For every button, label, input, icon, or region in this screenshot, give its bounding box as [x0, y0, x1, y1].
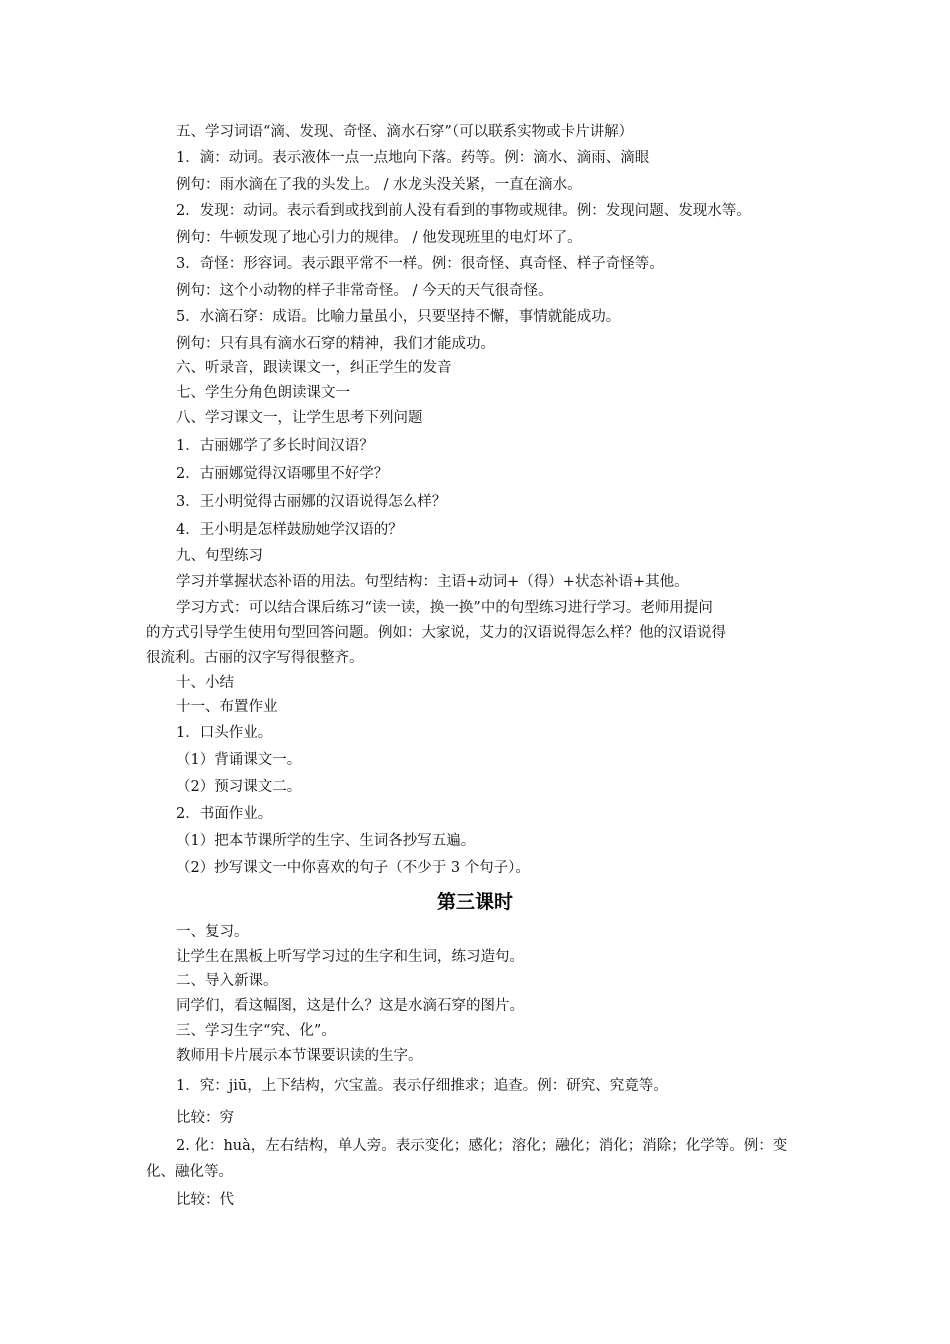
- text-line: 让学生在黑板上听写学习过的生字和生词，练习造句。: [176, 949, 524, 965]
- text-line: 5．水滴石穿：成语。比喻力量虽小，只要坚持不懈，事情就能成功。: [176, 309, 621, 325]
- list-item: （2）抄写课文一中你喜欢的句子（不少于 3 个句子）。: [176, 860, 530, 876]
- section-heading: 九、句型练习: [176, 548, 263, 564]
- paragraph-line: 很流利。古丽的汉字写得很整齐。: [146, 650, 364, 666]
- list-item: （1）背诵课文一。: [176, 752, 302, 768]
- lesson-title: 第三课时: [436, 891, 513, 913]
- section-heading: 十一、布置作业: [176, 699, 278, 715]
- list-item: 1．口头作业。: [176, 725, 273, 741]
- text-line: 3．奇怪：形容词。表示跟平常不一样。例：很奇怪、真奇怪、样子奇怪等。: [176, 256, 664, 272]
- list-item: （2）预习课文二。: [176, 779, 302, 795]
- paragraph-line: 的方式引导学生使用句型回答问题。例如：大家说，艾力的汉语说得怎么样？他的汉语说得: [146, 625, 726, 641]
- section-heading: 八、学习课文一，让学生思考下列问题: [176, 410, 423, 426]
- section-heading: 二、导入新课。: [176, 973, 278, 989]
- text-line: 例句：雨水滴在了我的头发上。 / 水龙头没关紧，一直在滴水。: [176, 177, 582, 193]
- paragraph-line: 化、融化等。: [146, 1164, 233, 1180]
- text-line: 例句：这个小动物的样子非常奇怪。 / 今天的天气很奇怪。: [176, 283, 553, 299]
- text-line: 同学们，看这幅图，这是什么？这是水滴石穿的图片。: [176, 998, 524, 1014]
- text-line: 学习并掌握状态补语的用法。句型结构：主语+动词+（得）+状态补语+其他。: [176, 574, 689, 590]
- section-heading: 六、听录音，跟读课文一，纠正学生的发音: [176, 360, 452, 376]
- text-line: 2．发现：动词。表示看到或找到前人没有看到的事物或规律。例：发现问题、发现水等。: [176, 203, 751, 219]
- list-item: 2．书面作业。: [176, 806, 273, 822]
- list-item: 3．王小明觉得古丽娜的汉语说得怎么样？: [176, 494, 447, 510]
- text-line: 比较：穷: [176, 1110, 234, 1126]
- text-line: 教师用卡片展示本节课要识读的生字。: [176, 1048, 423, 1064]
- list-item: 1．古丽娜学了多长时间汉语？: [176, 438, 374, 454]
- section-heading: 三、学习生字“究、化”。: [176, 1023, 336, 1039]
- list-item: 4．王小明是怎样鼓励她学汉语的？: [176, 522, 403, 538]
- text-line: 1．滴：动词。表示液体一点一点地向下落。药等。例：滴水、滴雨、滴眼: [176, 150, 650, 166]
- section-heading: 一、复习。: [176, 924, 249, 940]
- list-item: 1．究：jiū，上下结构，穴宝盖。表示仔细推求；追查。例：研究、究竟等。: [176, 1078, 668, 1094]
- paragraph-line: 2. 化：huà，左右结构，单人旁。表示变化；感化；溶化；融化；消化；消除；化学等。例：变: [176, 1138, 788, 1154]
- text-line: 五、学习词语“滴、发现、奇怪、滴水石穿”（可以联系实物或卡片讲解）: [176, 124, 634, 140]
- paragraph-line: 学习方式：可以结合课后练习“读一读，换一换”中的句型练习进行学习。老师用提问: [176, 600, 713, 616]
- text-line: 例句：只有具有滴水石穿的精神，我们才能成功。: [176, 336, 495, 352]
- list-item: （1）把本节课所学的生字、生词各抄写五遍。: [176, 833, 476, 849]
- list-item: 2．古丽娜觉得汉语哪里不好学？: [176, 466, 389, 482]
- section-heading: 十、小结: [176, 675, 234, 691]
- text-line: 比较：代: [176, 1192, 234, 1208]
- text-line: 例句：牛顿发现了地心引力的规律。 / 他发现班里的电灯坏了。: [176, 230, 582, 246]
- section-heading: 七、学生分角色朗读课文一: [176, 385, 350, 401]
